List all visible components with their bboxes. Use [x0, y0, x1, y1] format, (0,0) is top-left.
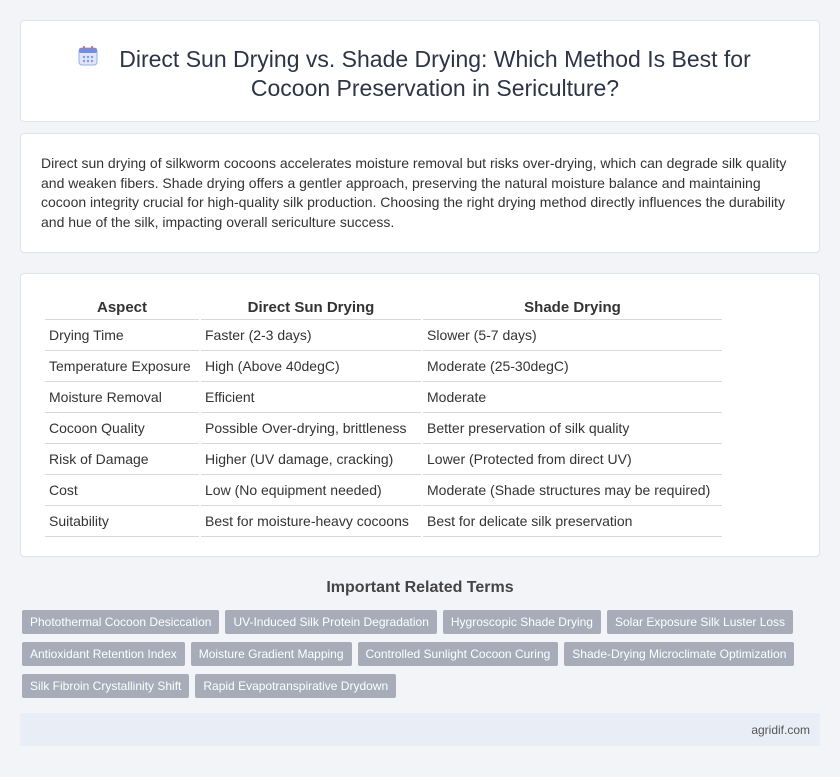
header-shade-drying: Shade Drying [423, 294, 722, 320]
table-row [45, 444, 722, 475]
related-term-tag[interactable]: Silk Fibroin Crystallinity Shift [22, 674, 189, 698]
related-terms-title: Important Related Terms [326, 579, 514, 596]
related-term-tag[interactable]: Solar Exposure Silk Luster Loss [607, 610, 793, 634]
table-cell: Faster (2-3 days) [201, 320, 421, 351]
header-aspect: Aspect [45, 294, 199, 320]
table-cell: Cocoon Quality [45, 413, 199, 444]
table-cell: Low (No equipment needed) [201, 475, 421, 506]
footer-site-link[interactable]: agridif.com [751, 723, 810, 737]
related-term-tag[interactable]: Hygroscopic Shade Drying [443, 610, 601, 634]
table-row [45, 475, 722, 506]
table-cell: Better preservation of silk quality [423, 413, 722, 444]
table-cell: Risk of Damage [45, 444, 199, 475]
table-cell: Drying Time [45, 320, 199, 351]
table-cell: Best for delicate silk preservation [423, 506, 722, 537]
related-terms-list [22, 610, 802, 698]
title-card [20, 20, 820, 122]
header-direct-sun-drying: Direct Sun Drying [201, 294, 421, 320]
table-cell: Cost [45, 475, 199, 506]
related-term-tag[interactable]: Photothermal Cocoon Desiccation [22, 610, 219, 634]
table-cell: Higher (UV damage, cracking) [201, 444, 421, 475]
table-row [45, 382, 722, 413]
table-cell: Moderate [423, 382, 722, 413]
intro-paragraph: Direct sun drying of silkworm cocoons accelerates moisture removal but risks over-drying, which can degrade silk quality and weaken fibers. Shade drying offers a gentler approach, preserving the natural moisture balance and maintaining cocoon integrity crucial for high-quality silk production. Choosing the right drying method directly influences the durability and hue of the silk, impacting overall sericulture success. [41, 155, 787, 230]
table-cell: Possible Over-drying, brittleness [201, 413, 421, 444]
related-term-tag[interactable]: Shade-Drying Microclimate Optimization [564, 642, 794, 666]
related-term-tag[interactable]: UV-Induced Silk Protein Degradation [225, 610, 436, 634]
table-row [45, 506, 722, 537]
intro-card [20, 133, 820, 253]
page-title: Direct Sun Drying vs. Shade Drying: Which Method Is Best for Cocoon Preservation in Sericulture? [119, 46, 751, 101]
table-cell: Lower (Protected from direct UV) [423, 444, 722, 475]
table-header-row [45, 294, 722, 320]
table-cell: Moisture Removal [45, 382, 199, 413]
table-cell: Temperature Exposure [45, 351, 199, 382]
table-cell: Slower (5-7 days) [423, 320, 722, 351]
table-cell: Efficient [201, 382, 421, 413]
table-cell: Best for moisture-heavy cocoons [201, 506, 421, 537]
table-row [45, 413, 722, 444]
comparison-table [43, 294, 724, 537]
related-term-tag[interactable]: Moisture Gradient Mapping [191, 642, 352, 666]
table-cell: High (Above 40degC) [201, 351, 421, 382]
comparison-table-card [20, 273, 820, 557]
related-term-tag[interactable]: Rapid Evapotranspirative Drydown [195, 674, 396, 698]
related-term-tag[interactable]: Controlled Sunlight Cocoon Curing [358, 642, 559, 666]
table-row [45, 320, 722, 351]
table-cell: Suitability [45, 506, 199, 537]
table-cell: Moderate (25-30degC) [423, 351, 722, 382]
table-row [45, 351, 722, 382]
table-cell: Moderate (Shade structures may be required) [423, 475, 722, 506]
footer [20, 713, 820, 746]
related-term-tag[interactable]: Antioxidant Retention Index [22, 642, 185, 666]
